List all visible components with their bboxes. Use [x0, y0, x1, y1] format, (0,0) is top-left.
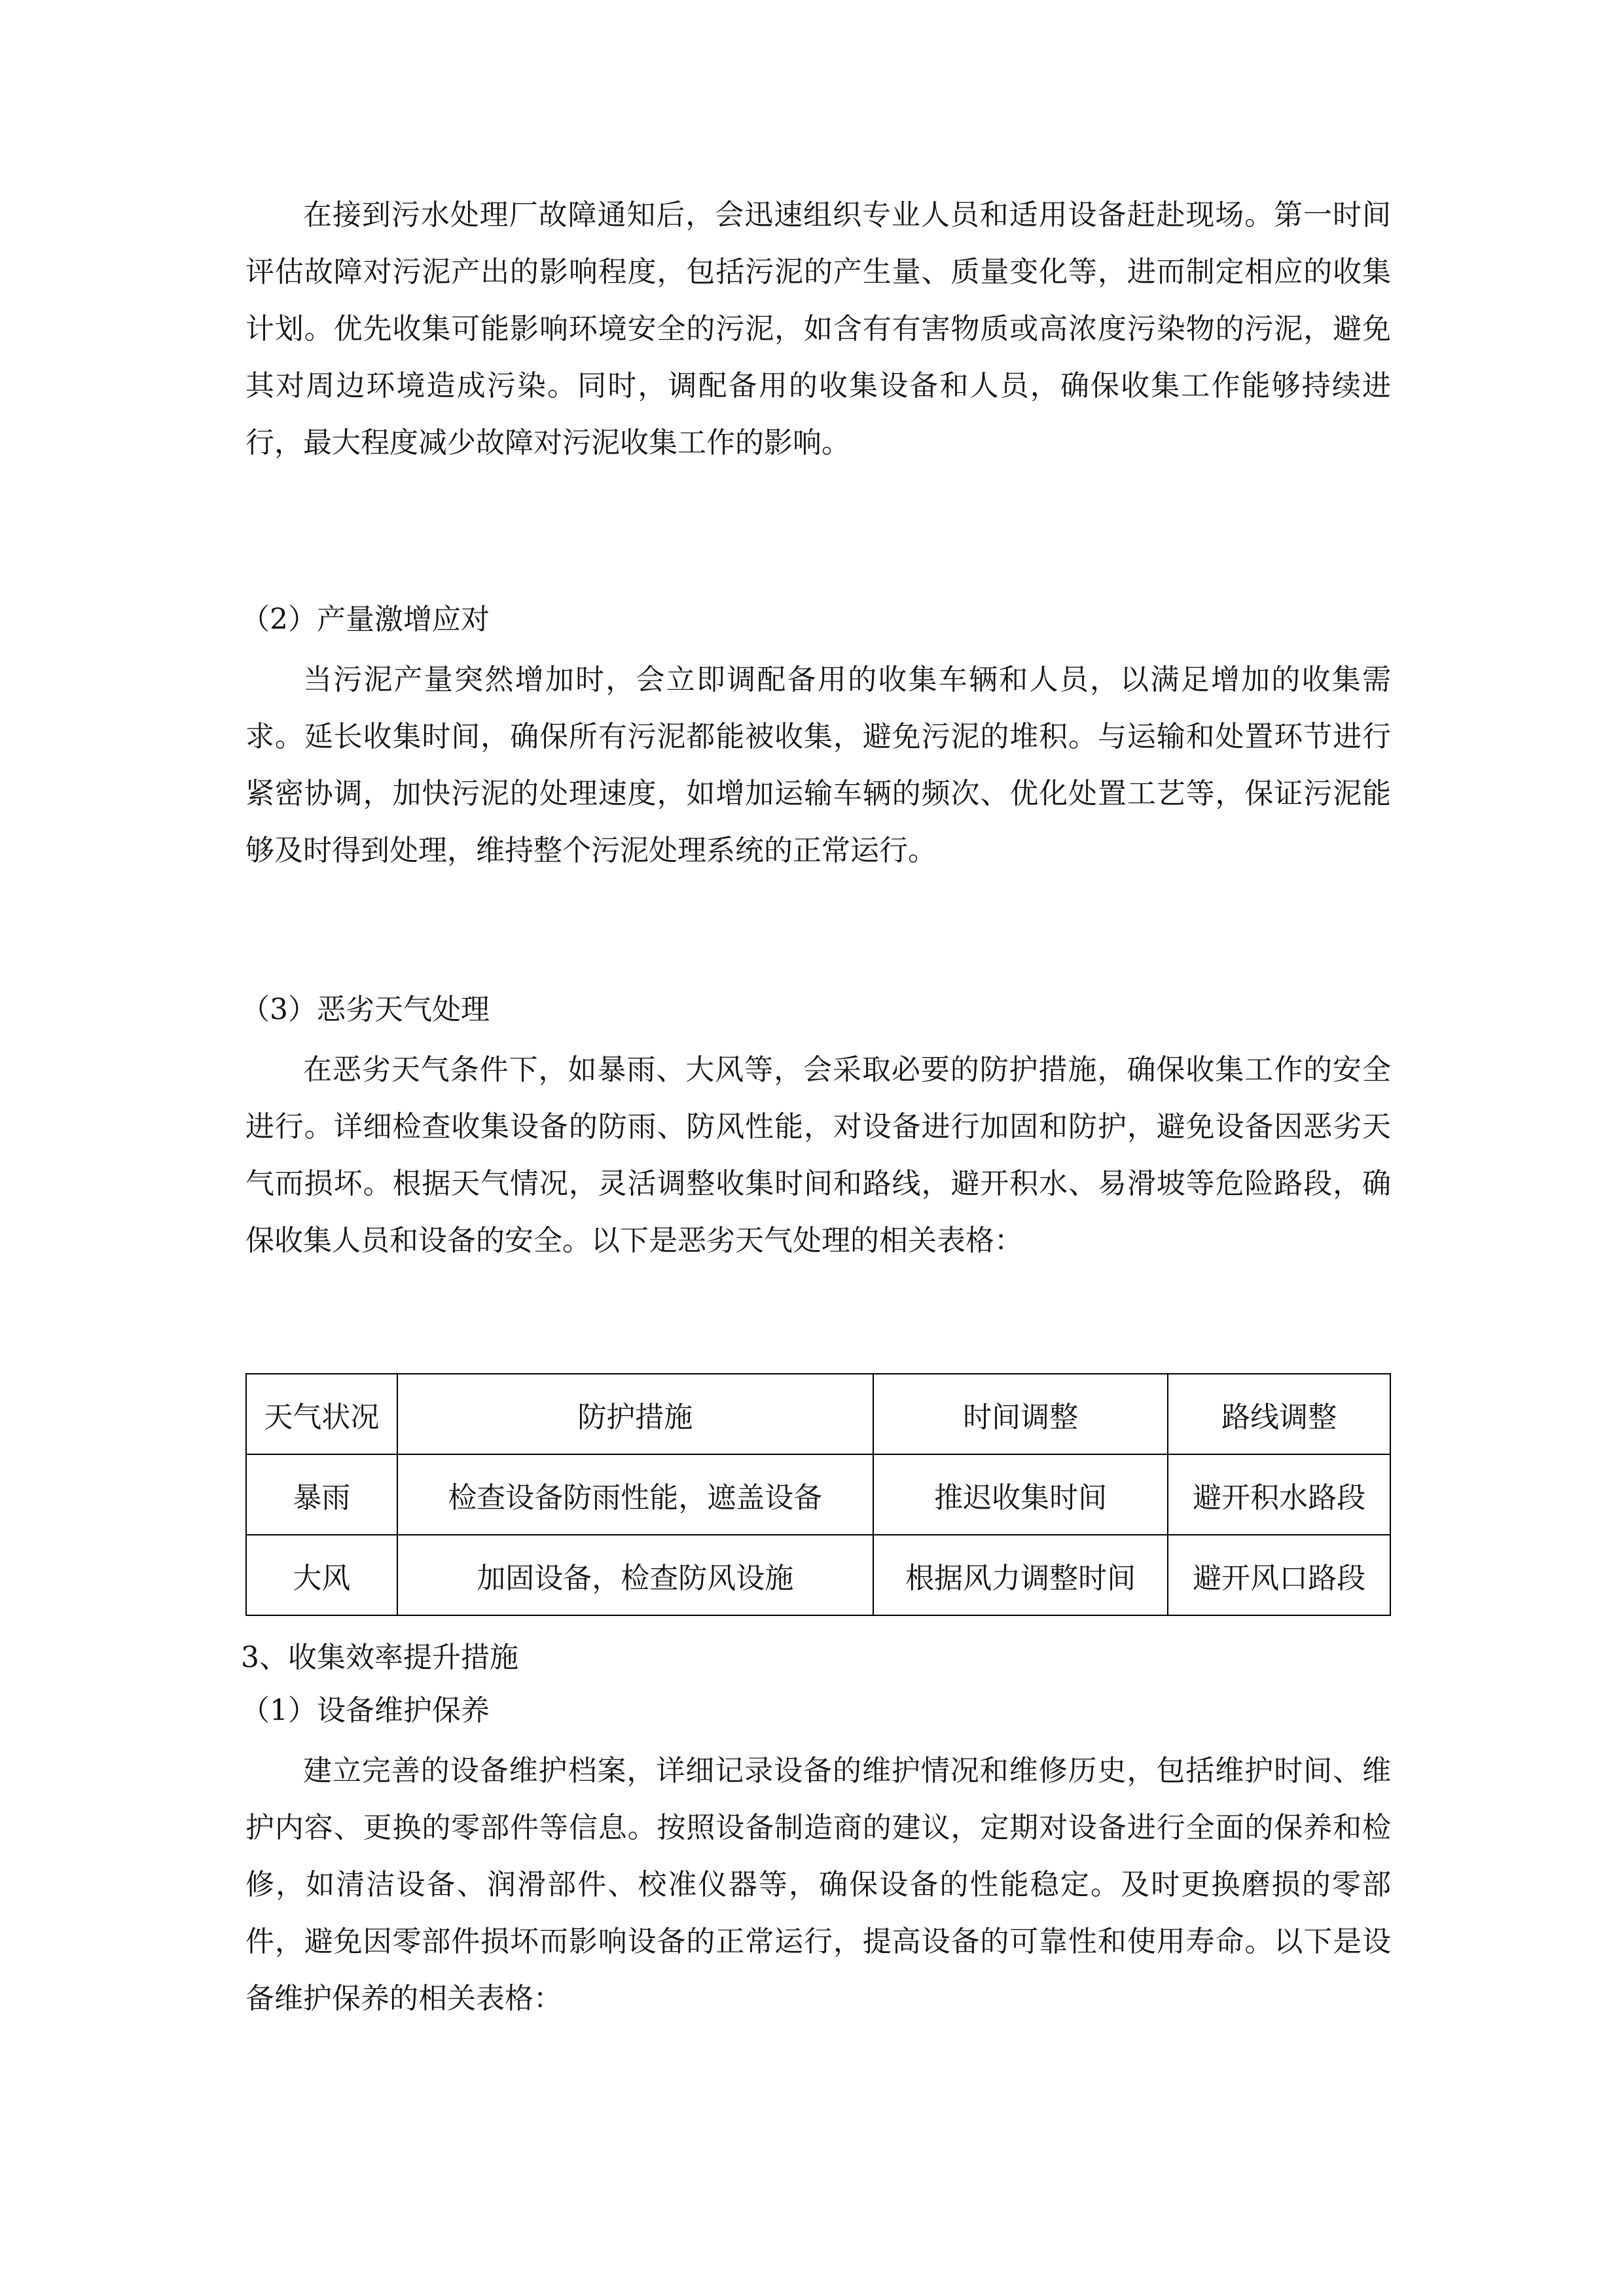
heading-equipment-maintenance: （1）设备维护保养	[241, 1694, 490, 1727]
paragraph-bad-weather: 在恶劣天气条件下，如暴雨、大风等，会采取必要的防护措施，确保收集工作的安全进行。详细检查收集设备的防雨、防风性能，对设备进行加固和防护，避免设备因恶劣天气而损坏。根据天气情况，灵活调整收集时间和路线，避开积水、易滑坡等危险路段，确保收集人员和设备的安全。以下是恶劣天气处理的相关表格：	[245, 1053, 1391, 1257]
paragraph-surge-response: 当污泥产量突然增加时，会立即调配备用的收集车辆和人员，以满足增加的收集需求。延长收集时间，确保所有污泥都能被收集，避免污泥的堆积。与运输和处置环节进行紧密协调，加快污泥的处理速度，如增加运输车辆的频次、优化处置工艺等，保证污泥能够及时得到处理，维持整个污泥处理系统的正常运行。	[245, 663, 1391, 867]
paragraph-equipment-maintenance: 建立完善的设备维护档案，详细记录设备的维护情况和维修历史，包括维护时间、维护内容、更换的零部件等信息。按照设备制造商的建议，定期对设备进行全面的保养和检修，如清洁设备、润滑部件、校准仪器等，确保设备的性能稳定。及时更换磨损的零部件，避免因零部件损坏而影响设备的正常运行，提高设备的可靠性和使用寿命。以下是设备维护保养的相关表格：	[245, 1754, 1391, 2015]
table-cell: 避开积水路段	[1168, 1454, 1390, 1535]
heading-bad-weather: （3）恶劣天气处理	[241, 993, 490, 1026]
table-cell: 检查设备防雨性能，遮盖设备	[397, 1454, 873, 1535]
table-header-cell: 路线调整	[1168, 1374, 1390, 1454]
table-cell: 推迟收集时间	[873, 1454, 1168, 1535]
table-header-cell: 天气状况	[246, 1374, 397, 1454]
table-header-cell: 防护措施	[397, 1374, 873, 1454]
heading-surge-response: （2）产量激增应对	[241, 603, 490, 636]
weather-table	[245, 1373, 1391, 1616]
paragraph-fault-response: 在接到污水处理厂故障通知后，会迅速组织专业人员和适用设备赶赴现场。第一时间评估故障对污泥产出的影响程度，包括污泥的产生量、质量变化等，进而制定相应的收集计划。优先收集可能影响环境安全的污泥，如含有有害物质或高浓度污染物的污泥，避免其对周边环境造成污染。同时，调配备用的收集设备和人员，确保收集工作能够持续进行，最大程度减少故障对污泥收集工作的影响。	[245, 198, 1391, 459]
table-cell: 根据风力调整时间	[873, 1535, 1168, 1615]
table-row	[246, 1535, 1390, 1615]
table-row	[246, 1454, 1390, 1535]
table-cell: 避开风口路段	[1168, 1535, 1390, 1615]
table-cell: 加固设备，检查防风设施	[397, 1535, 873, 1615]
table-cell: 大风	[246, 1535, 397, 1615]
table-cell: 暴雨	[246, 1454, 397, 1535]
table-header-cell: 时间调整	[873, 1374, 1168, 1454]
table-header-row	[246, 1374, 1390, 1454]
heading-efficiency-measures: 3、收集效率提升措施	[241, 1641, 518, 1674]
